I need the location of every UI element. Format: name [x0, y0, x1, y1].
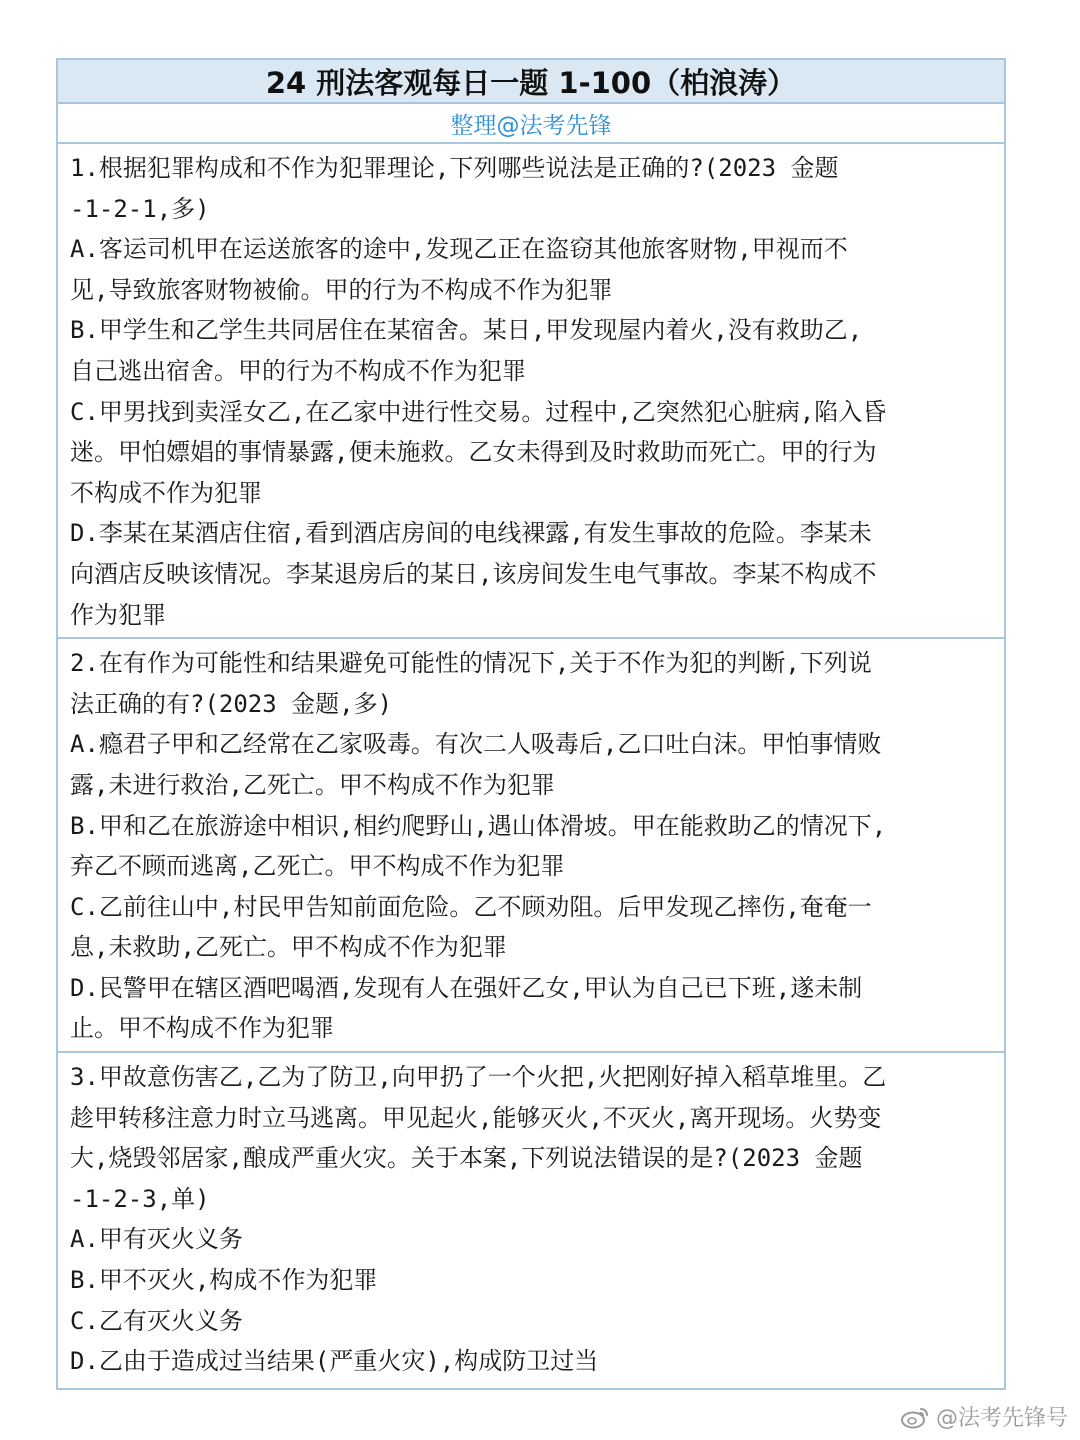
- option-c-line: C.乙有灭火义务: [70, 1306, 243, 1335]
- weibo-icon: [900, 1405, 930, 1429]
- question-stem-line: 趁甲转移注意力时立马逃离。甲见起火,能够灭火,不灭火,离开现场。火势变: [70, 1103, 882, 1132]
- question-stem-line: 2.在有作为可能性和结果避免可能性的情况下,关于不作为犯的判断,下列说: [70, 649, 872, 678]
- option-b-line: 弃乙不顾而逃离,乙死亡。甲不构成不作为犯罪: [70, 852, 565, 881]
- option-d-line: 止。甲不构成不作为犯罪: [70, 1014, 334, 1043]
- option-c-line: 息,未救助,乙死亡。甲不构成不作为犯罪: [70, 933, 507, 962]
- option-b-line: B.甲学生和乙学生共同居住在某宿舍。某日,甲发现屋内着火,没有救助乙,: [70, 316, 863, 345]
- option-a-line: 露,未进行救治,乙死亡。甲不构成不作为犯罪: [70, 770, 555, 799]
- question-stem-line: -1-2-1,多): [70, 194, 210, 223]
- option-c-line: 不构成不作为犯罪: [70, 478, 262, 507]
- watermark: [900, 1401, 1068, 1432]
- question-1: [58, 144, 1004, 639]
- question-stem-line: -1-2-3,单): [70, 1184, 210, 1213]
- option-d-line: 作为犯罪: [70, 600, 166, 629]
- question-stem-line: 法正确的有?(2023 金题,多): [70, 689, 393, 718]
- question-sheet: [56, 58, 1006, 1390]
- question-stem-line: 1.根据犯罪构成和不作为犯罪理论,下列哪些说法是正确的?(2023 金题: [70, 154, 839, 182]
- page-subtitle: 整理@法考先锋: [58, 104, 1004, 144]
- option-a-line: A.甲有灭火义务: [70, 1225, 243, 1254]
- question-stem-line: 大,烧毁邻居家,酿成严重火灾。关于本案,下列说法错误的是?(2023 金题: [70, 1144, 863, 1173]
- option-a-line: 见,导致旅客财物被偷。甲的行为不构成不作为犯罪: [70, 275, 613, 304]
- option-b-line: B.甲不灭火,构成不作为犯罪: [70, 1266, 378, 1295]
- option-c-line: C.甲男找到卖淫女乙,在乙家中进行性交易。过程中,乙突然犯心脏病,陷入昏: [70, 397, 887, 426]
- option-d-line: D.民警甲在辖区酒吧喝酒,发现有人在强奸乙女,甲认为自己已下班,遂未制: [70, 973, 863, 1002]
- option-b-line: B.甲和乙在旅游途中相识,相约爬野山,遇山体滑坡。甲在能救助乙的情况下,: [70, 811, 887, 840]
- question-stem-line: 3.甲故意伤害乙,乙为了防卫,向甲扔了一个火把,火把刚好掉入稻草堆里。乙: [70, 1063, 887, 1092]
- option-d-line: D.李某在某酒店住宿,看到酒店房间的电线裸露,有发生事故的危险。李某未: [70, 519, 872, 548]
- option-a-line: A.客运司机甲在运送旅客的途中,发现乙正在盗窃其他旅客财物,甲视而不: [70, 235, 848, 264]
- question-2: [58, 639, 1004, 1053]
- option-c-line: 迷。甲怕嫖娼的事情暴露,便未施救。乙女未得到及时救助而死亡。甲的行为: [70, 438, 877, 467]
- option-d-line: D.乙由于造成过当结果(严重火灾),构成防卫过当: [70, 1347, 599, 1376]
- watermark-text: @法考先锋号: [935, 1406, 1068, 1431]
- option-a-line: A.瘾君子甲和乙经常在乙家吸毒。有次二人吸毒后,乙口吐白沫。甲怕事情败: [70, 730, 882, 759]
- option-d-line: 向酒店反映该情况。李某退房后的某日,该房间发生电气事故。李某不构成不: [70, 559, 877, 588]
- page-title: 24 刑法客观每日一题 1-100（柏浪涛）: [58, 60, 1004, 104]
- question-3: [58, 1053, 1004, 1388]
- option-b-line: 自己逃出宿舍。甲的行为不构成不作为犯罪: [70, 356, 526, 385]
- option-c-line: C.乙前往山中,村民甲告知前面危险。乙不顾劝阻。后甲发现乙摔伤,奄奄一: [70, 892, 872, 921]
